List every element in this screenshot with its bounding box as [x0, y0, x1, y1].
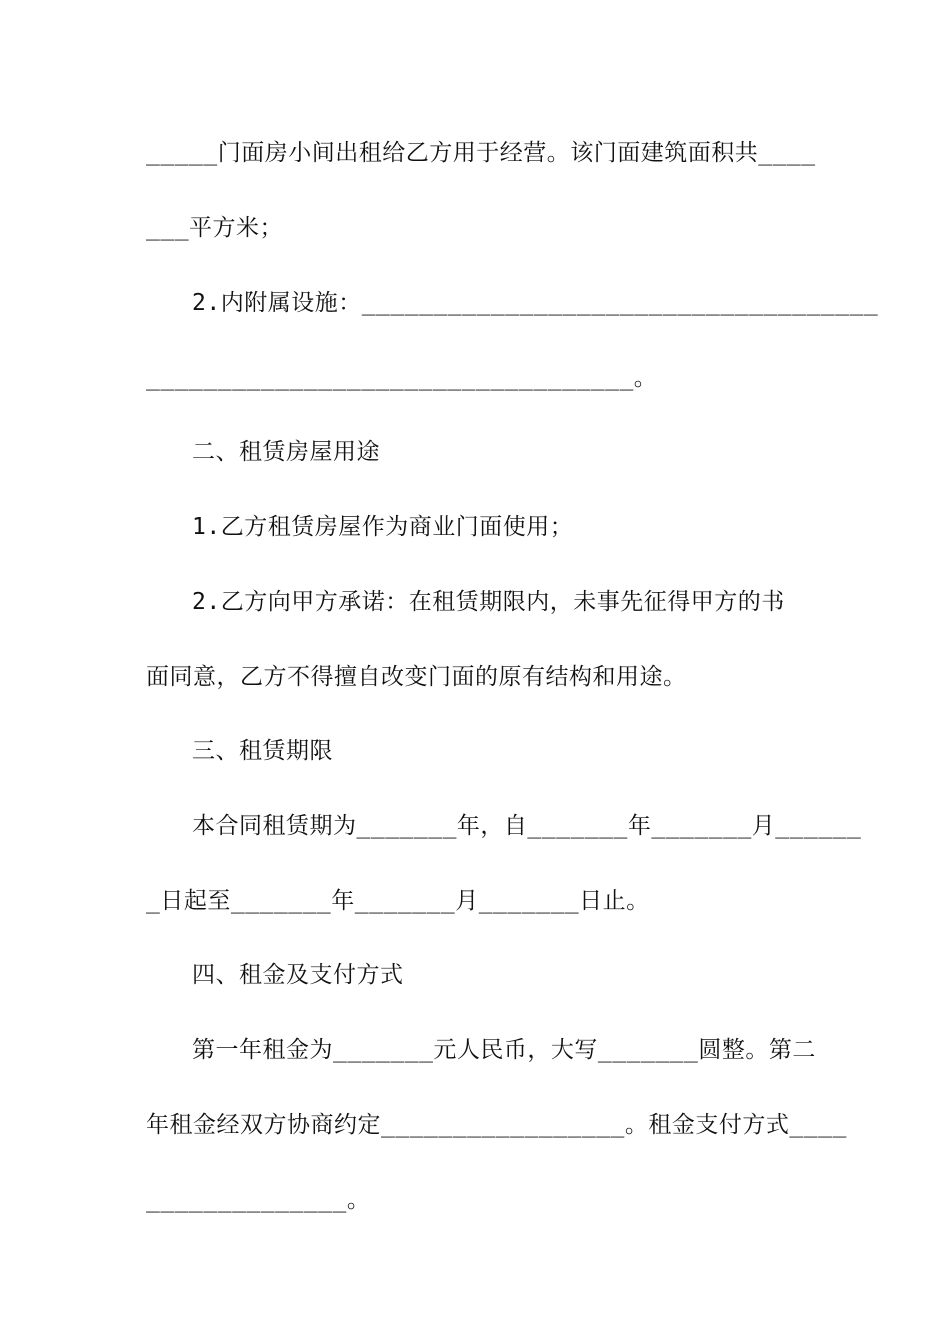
body-text-line: _____门面房小间出租给乙方用于经营。该门面建筑面积共____ [146, 140, 816, 166]
body-text-line: ___平方米； [146, 215, 284, 241]
clause-attached-facilities: 2.内附属设施：____________________________________ [192, 290, 879, 316]
body-text-line: _日起至_______年_______月_______日止。 [146, 888, 650, 914]
body-text-line: __________________________________。 [146, 365, 658, 391]
clause-commercial-use: 1.乙方租赁房屋作为商业门面使用； [192, 514, 574, 540]
body-text-line: 面同意，乙方不得擅自改变门面的原有结构和用途。 [146, 664, 687, 690]
section-heading-rent: 四、租金及支付方式 [192, 962, 404, 988]
body-text-line: 年租金经双方协商约定_________________。租金支付方式____ [146, 1112, 847, 1138]
clause-first-year-rent: 第一年租金为_______元人民币，大写_______圆整。第二 [192, 1037, 816, 1063]
clause-lease-term: 本合同租赁期为_______年，自_______年_______月______ [192, 813, 862, 839]
section-heading-term: 三、租赁期限 [192, 738, 333, 764]
clause-tenant-promise: 2.乙方向甲方承诺：在租赁期限内，未事先征得甲方的书 [192, 589, 785, 615]
section-heading-usage: 二、租赁房屋用途 [192, 439, 380, 465]
body-text-line: ______________。 [146, 1187, 371, 1213]
